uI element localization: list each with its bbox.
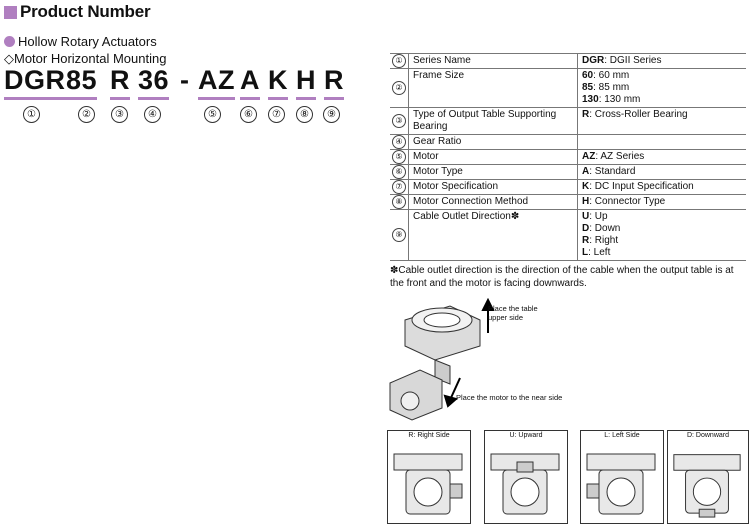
spec-row — [390, 69, 746, 108]
spec-table — [390, 53, 746, 261]
circle-bullet-icon — [4, 36, 15, 47]
code-motor-type: A — [240, 63, 260, 100]
spec-row — [390, 180, 746, 195]
row-number-circle: ④ — [392, 135, 406, 149]
code-motor: AZ — [198, 63, 235, 100]
view-left-side — [580, 430, 664, 524]
spec-row — [390, 135, 746, 150]
row-name: Cable Outlet Direction✽ — [409, 210, 578, 261]
spec-row — [390, 150, 746, 165]
row-value: 130: 130 mm — [582, 94, 641, 105]
view-upward — [484, 430, 568, 524]
circle-number: ③ — [111, 106, 128, 123]
row-number — [390, 54, 409, 69]
row-number — [390, 69, 409, 108]
row-number-circle: ⑨ — [392, 228, 406, 242]
circle-number: ⑤ — [204, 106, 221, 123]
row-number — [390, 150, 409, 165]
row-values — [578, 69, 747, 108]
row-values — [578, 210, 747, 261]
subtitle-motor-mounting: ◇Motor Horizontal Mounting — [4, 51, 167, 66]
circle-number: ⑧ — [296, 106, 313, 123]
subtitle-hollow-rotary — [4, 34, 157, 49]
code-gear: 36 — [138, 63, 169, 100]
view-right-side — [387, 430, 471, 524]
row-name: Motor — [409, 150, 578, 165]
spec-row — [390, 165, 746, 180]
cable-note: ✽Cable outlet direction is the direction of the cable when the output table is at the front and the motor is facing downwards. — [390, 265, 734, 289]
row-values — [578, 108, 747, 135]
row-number-circle: ⑧ — [392, 195, 406, 209]
spec-row — [390, 108, 746, 135]
code-motor-spec: K — [268, 63, 288, 100]
row-value: H: Connector Type — [582, 196, 666, 207]
spec-row — [390, 195, 746, 210]
row-name: Motor Type — [409, 165, 578, 180]
motor-view-icon — [388, 440, 468, 520]
subtitle-text: Hollow Rotary Actuators — [18, 34, 157, 49]
view-label: D: Downward — [686, 432, 729, 439]
label-motor-near: Place the motor to the near side — [456, 393, 563, 402]
row-value — [582, 136, 742, 148]
label-table-upper: Place the table upper side — [488, 304, 538, 322]
row-values — [578, 54, 747, 69]
row-number-circle: ② — [392, 81, 406, 95]
circle-number: ⑦ — [268, 106, 285, 123]
row-name: Type of Output Table Supporting Bearing — [409, 108, 578, 135]
row-value: U: Up — [582, 211, 608, 222]
spec-row — [390, 54, 746, 69]
row-number-circle: ③ — [392, 114, 406, 128]
header-square-icon — [4, 6, 17, 19]
row-values — [578, 150, 747, 165]
view-downward — [667, 430, 749, 524]
view-label: U: Upward — [509, 432, 543, 439]
row-number-circle: ⑥ — [392, 165, 406, 179]
row-name: Motor Connection Method — [409, 195, 578, 210]
row-value: R: Cross-Roller Bearing — [582, 109, 688, 120]
motor-view-icon — [485, 440, 565, 520]
row-number-circle: ① — [392, 54, 406, 68]
code-connection: H — [296, 63, 316, 100]
row-value: 85: 85 mm — [582, 82, 630, 93]
row-value: R: Right — [582, 235, 619, 246]
row-values — [578, 195, 747, 210]
circle-number: ② — [78, 106, 95, 123]
row-number — [390, 108, 409, 135]
motor-view-icon — [581, 440, 661, 520]
row-value: AZ: AZ Series — [582, 151, 645, 162]
row-name: Motor Specification — [409, 180, 578, 195]
row-value: L: Left — [582, 247, 611, 258]
circle-number: ⑥ — [240, 106, 257, 123]
row-number — [390, 180, 409, 195]
row-number — [390, 165, 409, 180]
row-value: 60: 60 mm — [582, 70, 630, 81]
row-values — [578, 180, 747, 195]
row-values — [578, 135, 747, 150]
row-value: A: Standard — [582, 166, 636, 177]
motor-view-icon — [668, 440, 746, 520]
row-name: Frame Size — [409, 69, 578, 108]
page-header — [4, 2, 150, 22]
row-values — [578, 165, 747, 180]
view-label: L: Left Side — [604, 432, 640, 439]
row-name: Gear Ratio — [409, 135, 578, 150]
row-number — [390, 195, 409, 210]
code-cable: R — [324, 63, 344, 100]
circle-number: ① — [23, 106, 40, 123]
row-number-circle: ⑦ — [392, 180, 406, 194]
row-number-circle: ⑤ — [392, 150, 406, 164]
row-value: D: Down — [582, 223, 621, 234]
code-dash: - — [180, 65, 190, 95]
spec-row — [390, 210, 746, 261]
row-number — [390, 135, 409, 150]
view-label: R: Right Side — [408, 432, 450, 439]
row-value: K: DC Input Specification — [582, 181, 694, 192]
row-name: Series Name — [409, 54, 578, 69]
row-number — [390, 210, 409, 261]
row-value: DGR: DGII Series — [582, 55, 662, 66]
code-series: DGR — [4, 63, 66, 100]
circle-number: ⑨ — [323, 106, 340, 123]
page-title: Product Number — [20, 2, 151, 21]
circle-number: ④ — [144, 106, 161, 123]
code-frame: 85 — [66, 63, 97, 100]
code-bearing: R — [110, 63, 130, 100]
